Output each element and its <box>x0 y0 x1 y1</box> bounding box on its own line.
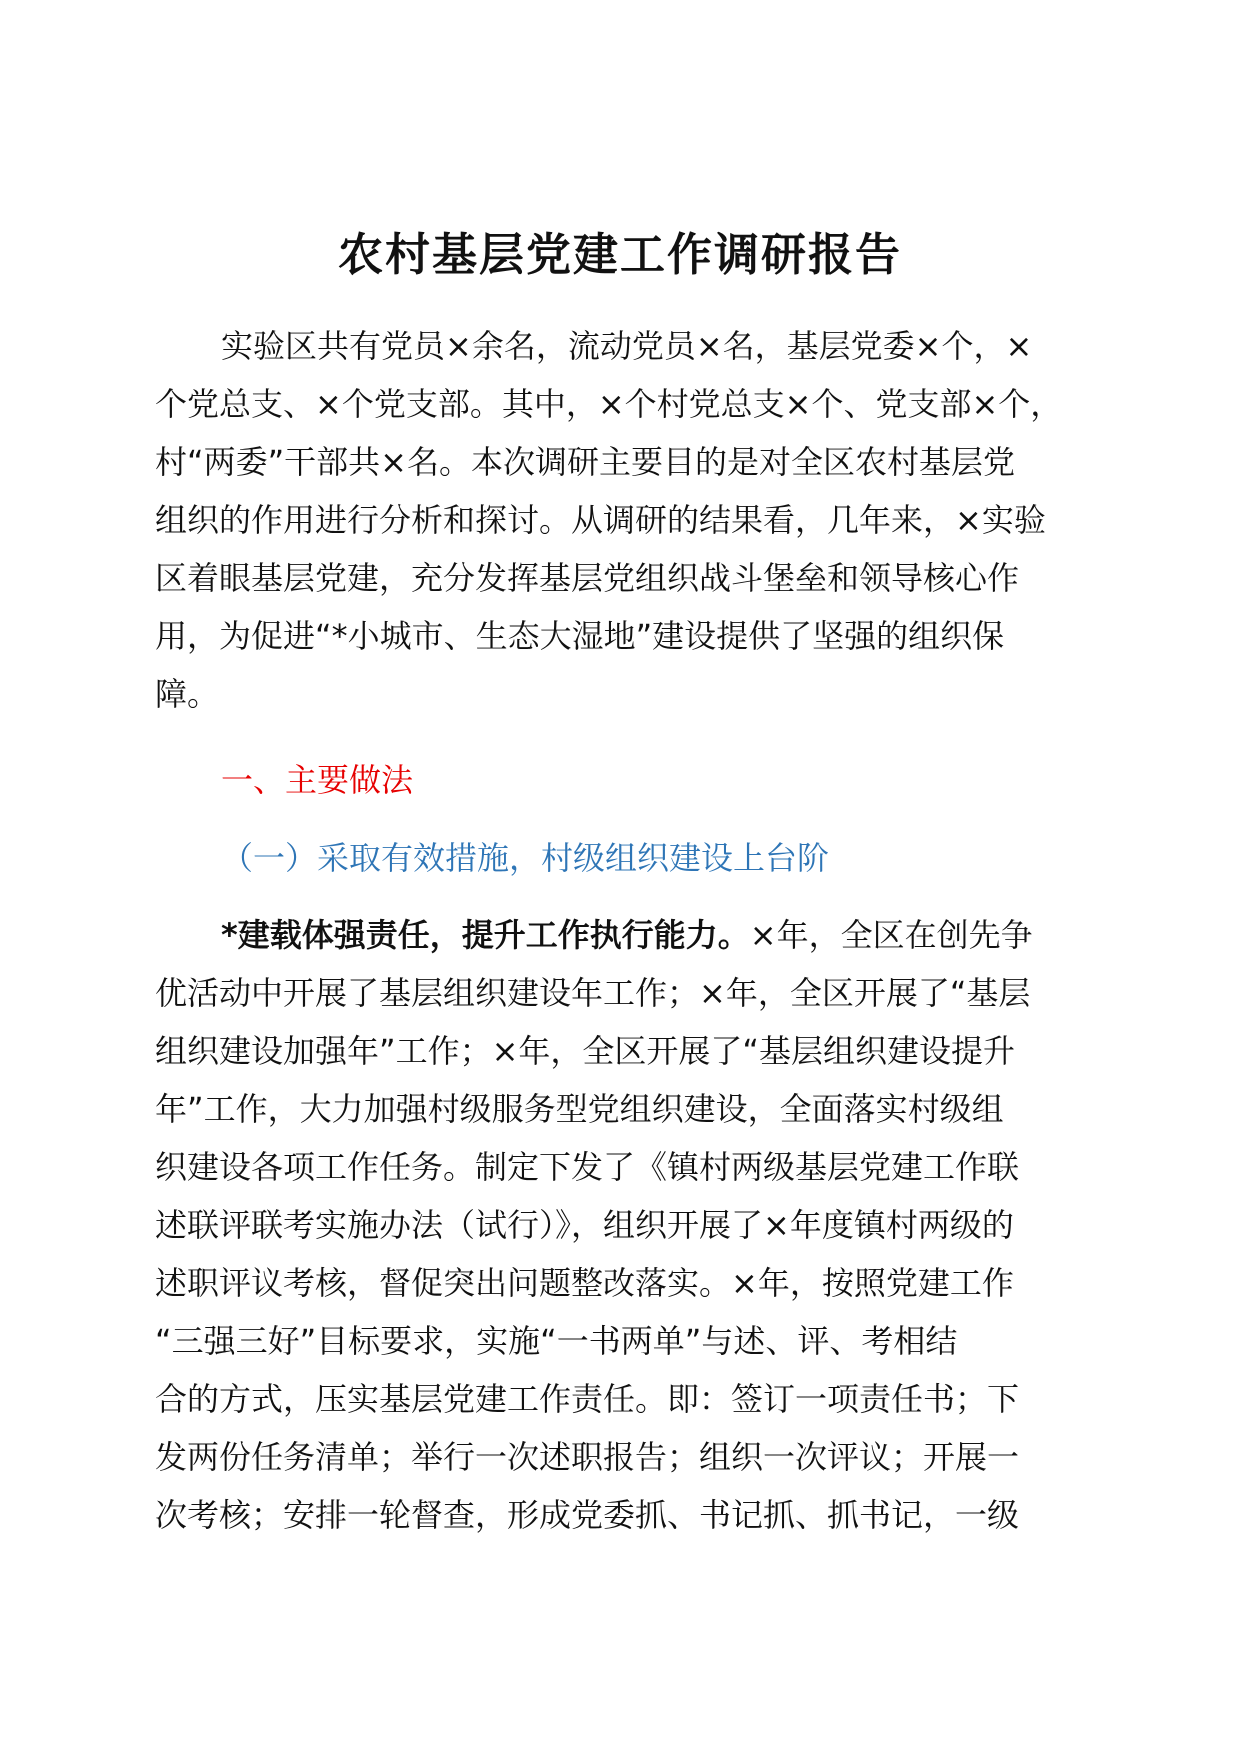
body-line: 组织建设加强年”工作；×年，全区开展了“基层组织建设提升 <box>155 1032 1015 1070</box>
document-title: 农村基层党建工作调研报告 <box>337 228 902 281</box>
body-line: 优活动中开展了基层组织建设年工作；×年，全区开展了“基层 <box>155 974 1031 1012</box>
intro-paragraph <box>155 317 1093 723</box>
body-line: 合的方式，压实基层党建工作责任。即：签订一项责任书；下 <box>155 1380 1020 1418</box>
subsection-heading-1: （一）采取有效措施，村级组织建设上台阶 <box>221 839 830 877</box>
body-line: 年”工作，大力加强村级服务型党组织建设，全面落实村级组 <box>155 1090 1004 1128</box>
paragraph-first-line-rest: ×年，全区在创先争 <box>749 916 1033 954</box>
intro-line: 区着眼基层党建，充分发挥基层党组织战斗堡垒和领导核心作 <box>155 559 1020 597</box>
intro-line: 村“两委”干部共×名。本次调研主要目的是对全区农村基层党 <box>155 443 1015 481</box>
intro-line: 个党总支、×个党支部。其中，×个村党总支×个、党支部×个， <box>155 385 1063 423</box>
body-line: 述联评联考实施办法（试行）》，组织开展了×年度镇村两级的 <box>155 1206 1014 1244</box>
body-line: 次考核；安排一轮督查，形成党委抓、书记抓、抓书记，一级 <box>155 1496 1020 1534</box>
intro-line: 组织的作用进行分析和探讨。从调研的结果看，几年来，×实验 <box>155 501 1046 539</box>
body-line: 织建设各项工作任务。制定下发了《镇村两级基层党建工作联 <box>155 1148 1020 1186</box>
paragraph-first-line <box>155 906 1093 964</box>
body-line: 发两份任务清单；举行一次述职报告；组织一次评议；开展一 <box>155 1438 1020 1476</box>
body-line: “三强三好”目标要求，实施“一书两单”与述、评、考相结 <box>155 1322 958 1360</box>
paragraph-lead-bold: *建载体强责任，提升工作执行能力。 <box>221 916 750 954</box>
intro-line: 障。 <box>155 675 220 713</box>
intro-line: 用，为促进“*小城市、生态大湿地”建设提供了坚强的组织保 <box>155 617 1005 655</box>
section-heading-1: 一、主要做法 <box>221 761 414 799</box>
intro-line: 实验区共有党员×余名，流动党员×名，基层党委×个，× <box>221 327 1033 365</box>
body-line: 述职评议考核，督促突出问题整改落实。×年，按照党建工作 <box>155 1264 1014 1302</box>
body-paragraph <box>155 906 1093 1544</box>
